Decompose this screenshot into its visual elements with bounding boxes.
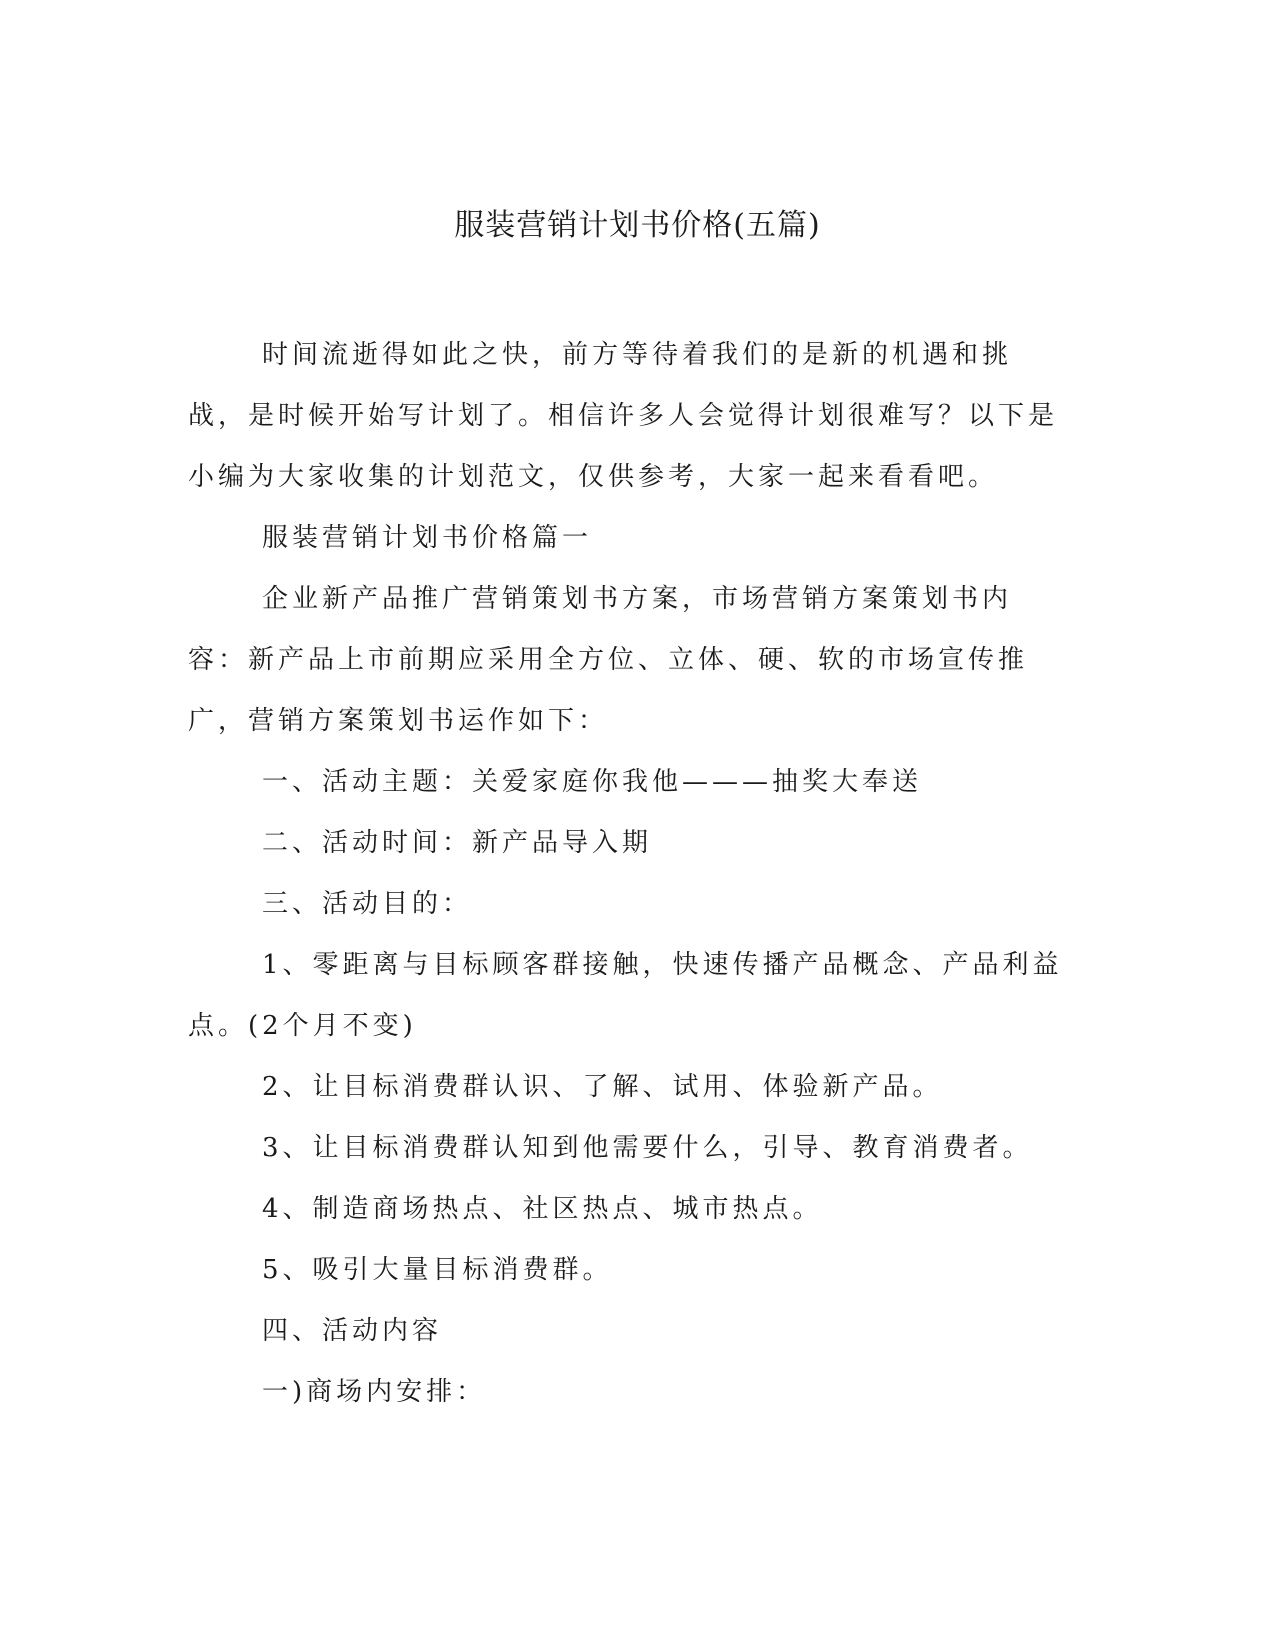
purpose-item-3: 3、让目标消费群认知到他需要什么，引导、教育消费者。 [262,1133,1033,1163]
purpose-item-1: 1、零距离与目标顾客群接触，快速传播产品概念、产品利益点。(2个月不变) [188,950,1063,1041]
document-body [188,325,1068,1423]
plan-overview-paragraph: 企业新产品推广营销策划书方案，市场营销方案策划书内容：新产品上市前期应采用全方位、立体、硬、软的市场宣传推广，营销方案策划书运作如下： [188,584,1029,736]
section-heading-part-one: 服装营销计划书价格篇一 [262,523,593,553]
mall-arrangement-heading: 一)商场内安排： [262,1377,487,1407]
activity-theme-line: 一、活动主题：关爱家庭你我他———抽奖大奉送 [262,767,923,797]
activity-content-heading: 四、活动内容 [262,1316,443,1346]
intro-paragraph: 时间流逝得如此之快，前方等待着我们的是新的机遇和挑战，是时候开始写计划了。相信许多人会觉得计划很难写？以下是小编为大家收集的计划范文，仅供参考，大家一起来看看吧。 [188,340,1059,492]
purpose-item-4: 4、制造商场热点、社区热点、城市热点。 [262,1194,823,1224]
document-title: 服装营销计划书价格(五篇) [454,208,821,243]
activity-time-line: 二、活动时间：新产品导入期 [262,828,653,858]
purpose-item-2: 2、让目标消费群认识、了解、试用、体验新产品。 [262,1072,943,1102]
activity-purpose-heading: 三、活动目的： [262,889,473,919]
purpose-item-5: 5、吸引大量目标消费群。 [262,1255,613,1285]
